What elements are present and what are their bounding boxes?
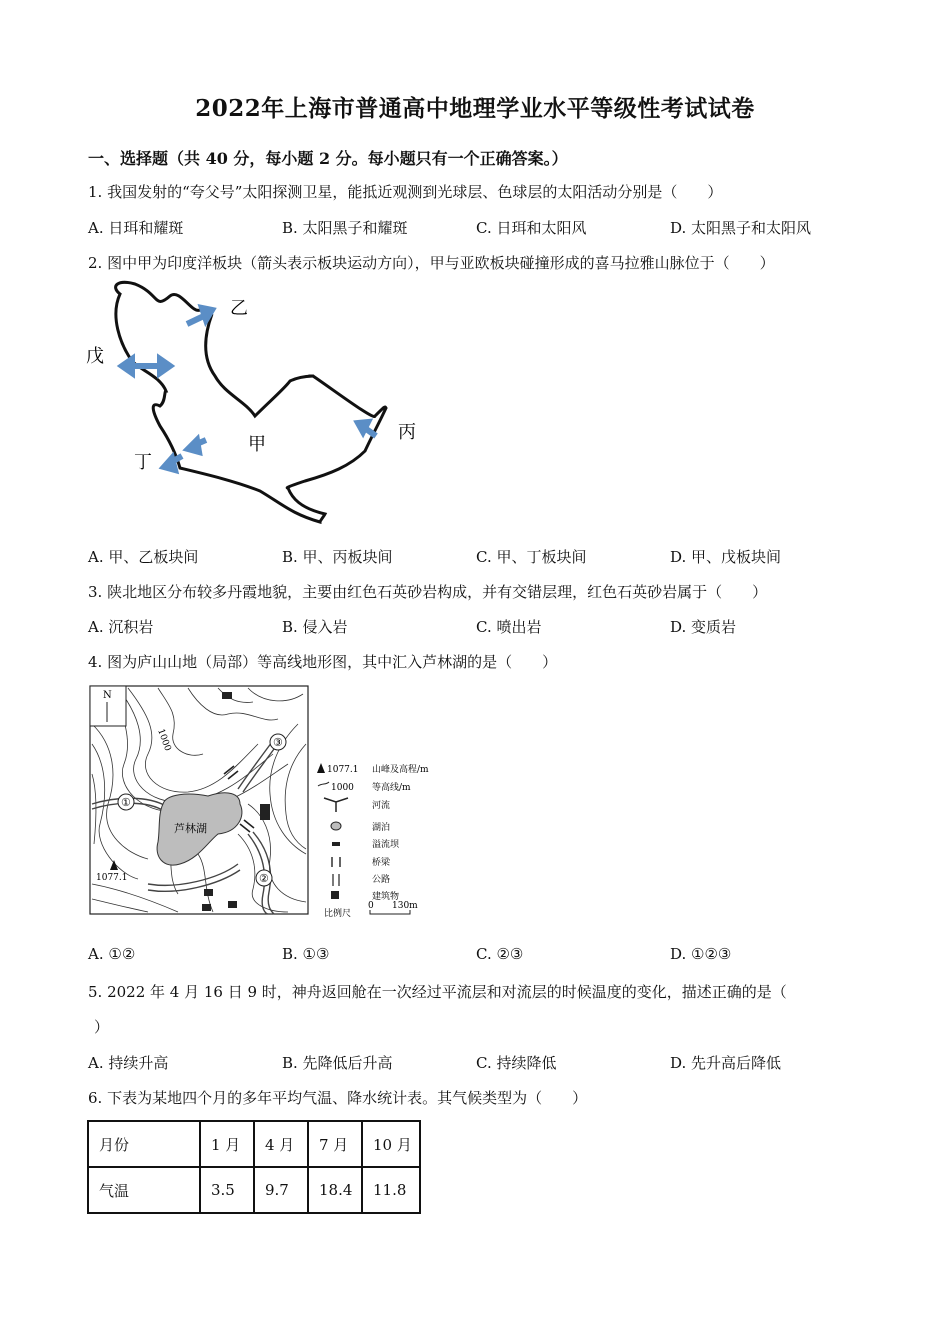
q2-option-d[interactable]: D. 甲、戊板块间 bbox=[670, 548, 782, 566]
legend-contour-sym: 1000 bbox=[331, 783, 354, 793]
peak-label: 1077.1 bbox=[96, 873, 128, 883]
table-cell: 9.7 bbox=[254, 1167, 308, 1213]
legend-peak-text: 山峰及高程/m bbox=[372, 765, 429, 775]
table-cell: 4 月 bbox=[254, 1121, 308, 1167]
map-legend bbox=[317, 763, 429, 902]
scale-start: 0 bbox=[368, 901, 374, 911]
question-4-options bbox=[88, 945, 868, 967]
legend-road-icon bbox=[333, 874, 339, 886]
section-heading: 一、选择题（共 40 分，每小题 2 分。每小题只有一个正确答案。） bbox=[88, 149, 568, 168]
label-bing: 丙 bbox=[398, 422, 416, 443]
legend-lake-icon bbox=[331, 822, 341, 830]
question-5-stem-cont: ） bbox=[94, 1018, 110, 1036]
legend-building-text: 建筑物 bbox=[372, 892, 400, 902]
table-header-row bbox=[88, 1121, 420, 1167]
table-cell: 11.8 bbox=[362, 1167, 420, 1213]
legend-river-icon bbox=[324, 798, 348, 812]
legend-road-text: 公路 bbox=[372, 875, 391, 885]
table-cell: 10 月 bbox=[362, 1121, 420, 1167]
question-6-stem: 6. 下表为某地四个月的多年平均气温、降水统计表。其气候类型为（ ） bbox=[88, 1089, 588, 1107]
question-3-options bbox=[88, 616, 868, 638]
table-cell: 月份 bbox=[88, 1121, 200, 1167]
legend-peak-icon bbox=[317, 763, 325, 773]
q1-option-a[interactable]: A. 日珥和耀斑 bbox=[88, 219, 184, 237]
q2-option-b[interactable]: B. 甲、丙板块间 bbox=[282, 548, 393, 566]
climate-table bbox=[87, 1120, 421, 1214]
lake-label: 芦林湖 bbox=[174, 822, 207, 835]
marker-2: ② bbox=[259, 872, 269, 885]
table-cell: 3.5 bbox=[200, 1167, 254, 1213]
question-5-stem: 5. 2022 年 4 月 16 日 9 时，神舟返回舱在一次经过平流层和对流层的时候温度的变化，描述正确的是（ bbox=[88, 983, 787, 1001]
q1-option-d[interactable]: D. 太阳黑子和太阳风 bbox=[670, 219, 812, 237]
q5-option-c[interactable]: C. 持续降低 bbox=[476, 1054, 557, 1072]
marker-1: ① bbox=[121, 796, 131, 809]
scale-label: 比例尺 bbox=[324, 909, 352, 919]
paper-title: 2022年上海市普通高中地理学业水平等级性考试试卷 bbox=[195, 95, 755, 122]
q2-option-c[interactable]: C. 甲、丁板块间 bbox=[476, 548, 587, 566]
label-ding: 丁 bbox=[134, 452, 152, 473]
q1-option-b[interactable]: B. 太阳黑子和耀斑 bbox=[282, 219, 408, 237]
legend-contour-text: 等高线/m bbox=[372, 783, 411, 793]
q5-option-d[interactable]: D. 先升高后降低 bbox=[670, 1054, 782, 1072]
plate-map bbox=[80, 276, 440, 528]
q5-option-a[interactable]: A. 持续升高 bbox=[88, 1054, 169, 1072]
legend-contour-icon bbox=[318, 782, 329, 786]
contour-label: 1000 bbox=[155, 727, 173, 753]
question-4-stem: 4. 图为庐山山地（局部）等高线地形图，其中汇入芦林湖的是（ ） bbox=[88, 653, 558, 671]
table-row bbox=[88, 1167, 420, 1213]
q4-option-a[interactable]: A. ①② bbox=[88, 945, 136, 963]
q3-option-a[interactable]: A. 沉积岩 bbox=[88, 618, 154, 636]
q3-option-d[interactable]: D. 变质岩 bbox=[670, 618, 737, 636]
q4-option-c[interactable]: C. ②③ bbox=[476, 945, 524, 963]
q3-option-c[interactable]: C. 喷出岩 bbox=[476, 618, 542, 636]
contour-map bbox=[88, 684, 448, 920]
q4-option-b[interactable]: B. ①③ bbox=[282, 945, 330, 963]
legend-peak-sym: 1077.1 bbox=[327, 765, 359, 775]
question-1-options bbox=[88, 217, 868, 239]
legend-bridge-icon bbox=[332, 857, 340, 867]
legend-dam-icon bbox=[332, 842, 340, 846]
legend-river-text: 河流 bbox=[372, 801, 391, 811]
question-5-options bbox=[88, 1052, 868, 1074]
label-yi: 乙 bbox=[230, 298, 248, 319]
q4-option-d[interactable]: D. ①②③ bbox=[670, 945, 732, 963]
question-1-stem: 1. 我国发射的“夸父号”太阳探测卫星，能抵近观测到光球层、色球层的太阳活动分别是（ ） bbox=[88, 183, 723, 201]
q2-option-a[interactable]: A. 甲、乙板块间 bbox=[88, 548, 199, 566]
question-2-stem: 2. 图中甲为印度洋板块（箭头表示板块运动方向），甲与亚欧板块碰撞形成的喜马拉雅山脉位于（ ） bbox=[88, 254, 775, 272]
label-jia: 甲 bbox=[248, 434, 266, 455]
legend-building-icon bbox=[331, 891, 339, 899]
legend-dam-text: 溢流坝 bbox=[372, 840, 400, 850]
table-cell: 18.4 bbox=[308, 1167, 362, 1213]
label-wu: 戊 bbox=[86, 346, 104, 367]
legend-lake-text: 湖泊 bbox=[372, 823, 391, 833]
question-2-options bbox=[88, 546, 868, 568]
q3-option-b[interactable]: B. 侵入岩 bbox=[282, 618, 348, 636]
legend-bridge-text: 桥梁 bbox=[372, 858, 391, 868]
q1-option-c[interactable]: C. 日珥和太阳风 bbox=[476, 219, 587, 237]
marker-3: ③ bbox=[273, 736, 283, 749]
scale-end: 130m bbox=[392, 901, 418, 911]
table-cell: 气温 bbox=[88, 1167, 200, 1213]
table-cell: 7 月 bbox=[308, 1121, 362, 1167]
north-label: N bbox=[103, 690, 112, 701]
table-cell: 1 月 bbox=[200, 1121, 254, 1167]
q5-option-b[interactable]: B. 先降低后升高 bbox=[282, 1054, 393, 1072]
question-3-stem: 3. 陕北地区分布较多丹霞地貌，主要由红色石英砂岩构成，并有交错层理，红色石英砂岩属于（ ） bbox=[88, 583, 768, 601]
